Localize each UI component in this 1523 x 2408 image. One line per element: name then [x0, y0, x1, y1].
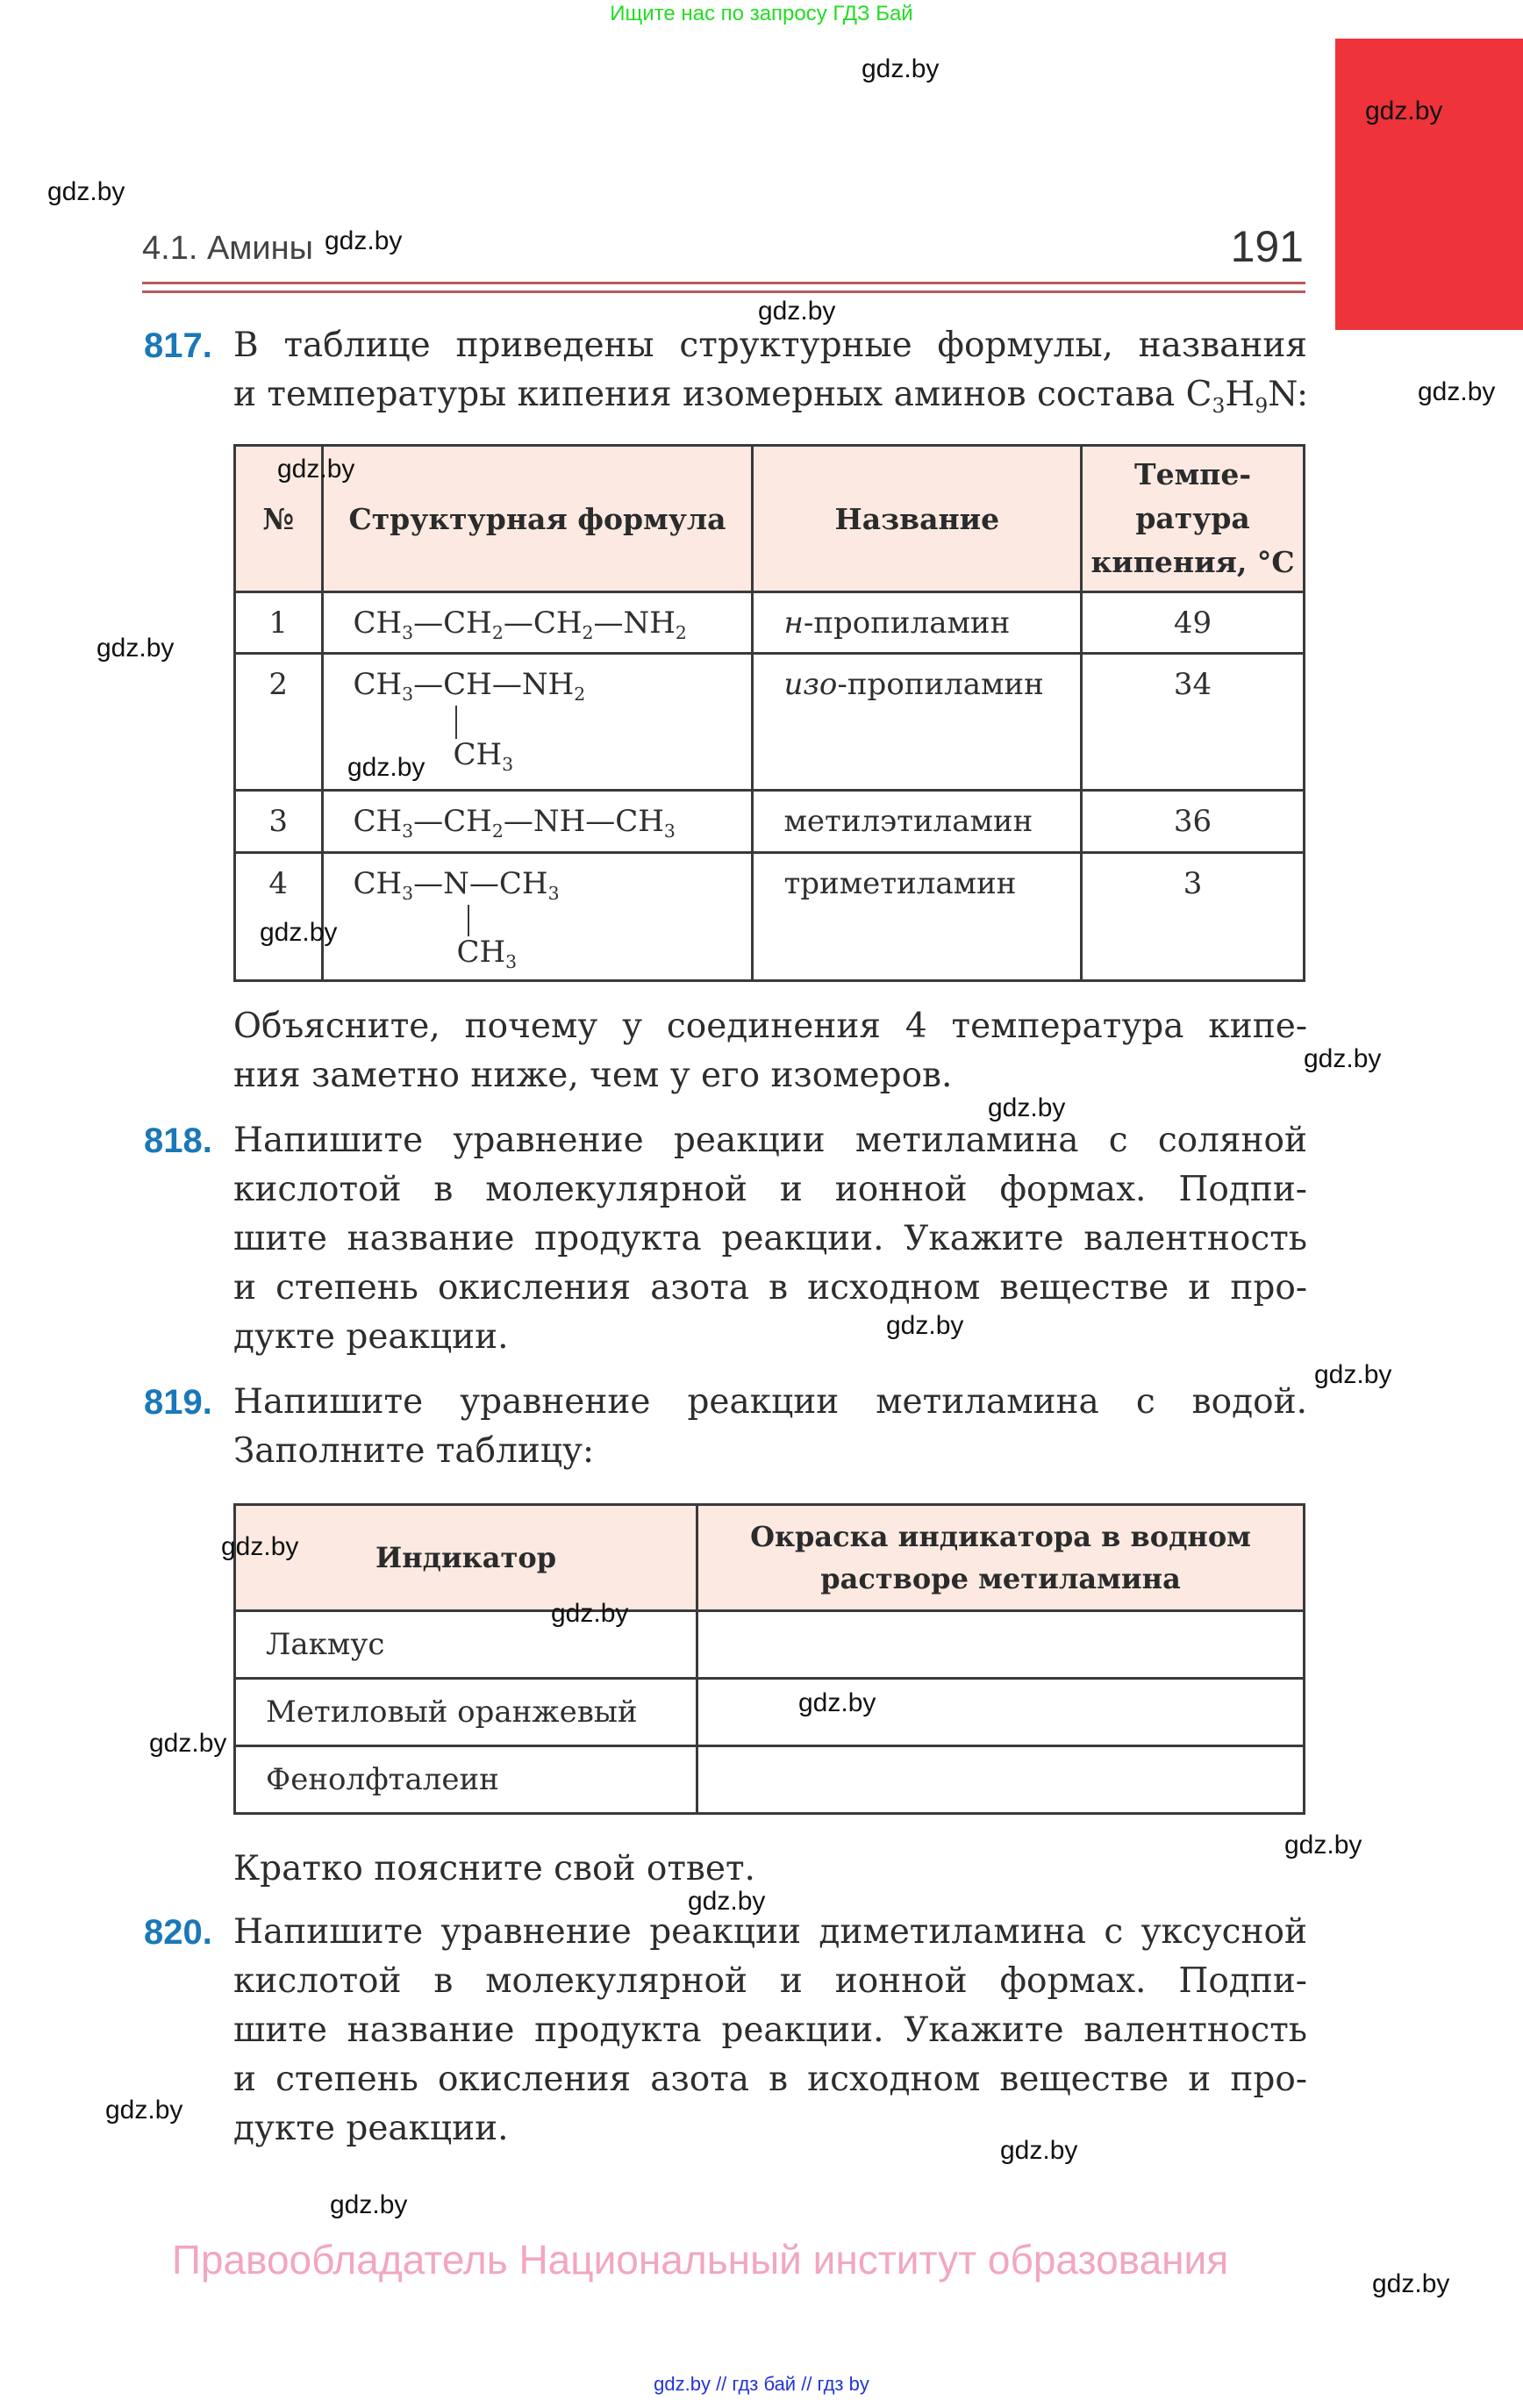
task-text-line: В таблице приведены структурные формулы, названия — [233, 326, 1307, 365]
structural-formula: $CH_3—N—CH_3$ $CH_3$ — [322, 853, 753, 981]
watermark: gdz.by — [1284, 1831, 1362, 1860]
table-row — [235, 791, 1305, 853]
watermark: gdz.by — [105, 2096, 183, 2125]
task-820 — [144, 1908, 1307, 2154]
table-header-row — [235, 1505, 1305, 1611]
search-banner: Ищите нас по запросу ГДЗ Бай — [610, 2, 913, 25]
compound-name: н-пропиламин — [753, 592, 1082, 654]
task-text-line: дукте реакции. — [233, 2109, 509, 2148]
task-text-line: Напишите уравнение реакции метиламина с соляной — [233, 1121, 1307, 1160]
watermark: gdz.by — [97, 634, 175, 663]
task-text-line: и степень окисления азота в исходном веществе и про- — [233, 2060, 1307, 2099]
table-row — [235, 1679, 1305, 1746]
watermark: gdz.by — [1418, 377, 1496, 406]
task-number: 820. — [144, 1913, 212, 1952]
task-text-line: и температуры кипения изомерных аминов состава $C_3H_9N$: — [233, 375, 1309, 419]
branch-group: $CH_3$ — [453, 737, 514, 776]
compound-name: триметиламин — [753, 853, 1082, 981]
watermark: gdz.by — [688, 1887, 766, 1916]
table-header-row — [235, 446, 1305, 592]
table-row — [235, 592, 1305, 654]
column-header-formula: Структурная формула — [322, 446, 753, 592]
watermark: gdz.by — [551, 1599, 629, 1628]
task-text-line: шите название продукта реакции. Укажите валентность — [233, 1219, 1307, 1258]
compound-name: изо-пропиламин — [753, 654, 1082, 791]
task-819 — [144, 1378, 1307, 1476]
watermark: gdz.by — [149, 1729, 227, 1758]
watermark: gdz.by — [47, 177, 125, 206]
task-text-line: Напишите уравнение реакции метиламина с водой. — [233, 1382, 1307, 1422]
task-text-line: Заполните таблицу: — [233, 1431, 595, 1471]
column-header-indicator: Индикатор — [235, 1505, 697, 1611]
task-text-line: шите название продукта реакции. Укажите валентность — [233, 2010, 1307, 2050]
column-header-color: Окраска индикатора в водном растворе метиламина — [697, 1505, 1305, 1611]
watermark: gdz.by — [1000, 2136, 1078, 2165]
header-rule-top — [142, 282, 1305, 284]
task-text-line: ния заметно ниже, чем у его изомеров. — [233, 1056, 953, 1095]
watermark: gdz.by — [347, 753, 425, 782]
watermark: gdz.by — [260, 918, 338, 947]
watermark: gdz.by — [1304, 1044, 1382, 1073]
molecular-formula: $C_3H_9N$: — [1185, 375, 1309, 419]
watermark: gdz.by — [886, 1311, 964, 1340]
task-817 — [144, 321, 1307, 430]
task-text-line: и степень окисления азота в исходном веществе и про- — [233, 1268, 1307, 1308]
indicator-table — [233, 1503, 1305, 1815]
table-row — [235, 1746, 1305, 1814]
boiling-point: 49 — [1082, 592, 1305, 654]
task-817-question — [144, 1002, 1307, 1100]
watermark: gdz.by — [798, 1688, 876, 1717]
watermark: gdz.by — [221, 1532, 299, 1561]
row-number: 3 — [235, 791, 323, 853]
row-number: 2 — [235, 654, 323, 791]
watermark: gdz.by — [325, 226, 403, 255]
compound-name: метилэтиламин — [753, 791, 1082, 853]
table-row — [235, 1611, 1305, 1679]
structural-formula: $CH_3—CH_2—NH—CH_3$ — [322, 791, 753, 853]
watermark: gdz.by — [1314, 1360, 1392, 1389]
boiling-point: 36 — [1082, 791, 1305, 853]
task-number: 818. — [144, 1122, 212, 1160]
row-number: 1 — [235, 592, 323, 654]
task-818 — [144, 1116, 1307, 1362]
header-rule-bottom — [142, 290, 1305, 293]
indicator-name: Лакмус — [235, 1611, 697, 1679]
indicator-name: Метиловый оранжевый — [235, 1679, 697, 1746]
task-text-line: Напишите уравнение реакции диметиламина с уксусной — [233, 1912, 1307, 1952]
structural-formula: $CH_3—CH—NH_2$ $CH_3$ — [322, 654, 753, 791]
column-header-name: Название — [753, 446, 1082, 592]
watermark: gdz.by — [277, 455, 355, 484]
indicator-color-cell[interactable] — [697, 1679, 1305, 1746]
task-text-line: Кратко поясните свой ответ. — [233, 1849, 755, 1888]
watermark: gdz.by — [330, 2190, 408, 2219]
watermark: gdz.by — [1365, 97, 1443, 125]
bond-line — [468, 905, 469, 936]
watermark: gdz.by — [988, 1093, 1066, 1122]
watermark: gdz.by — [758, 297, 836, 326]
column-header-number: № — [235, 446, 323, 592]
indicator-color-cell[interactable] — [697, 1746, 1305, 1814]
bond-line — [455, 706, 457, 739]
branch-group: $CH_3$ — [456, 935, 518, 973]
task-number: 817. — [144, 326, 212, 365]
task-text-line: кислотой в молекулярной и ионной формах. Подпи- — [233, 1961, 1307, 2001]
watermark: gdz.by — [862, 54, 940, 83]
column-header-temperature: Темпе- ратура кипения, °C — [1082, 446, 1305, 592]
task-text-line: Объясните, почему у соединения 4 температура кипе- — [233, 1007, 1307, 1046]
indicator-color-cell[interactable] — [697, 1611, 1305, 1679]
watermark: gdz.by — [1372, 2269, 1450, 2298]
task-number: 819. — [144, 1383, 212, 1422]
red-corner-block — [1335, 39, 1523, 330]
task-text-line: дукте реакции. — [233, 1317, 509, 1357]
section-title: 4.1. Амины — [142, 230, 313, 267]
footer-links[interactable]: gdz.by // гдз бай // гдз by — [654, 2373, 869, 2395]
table-row — [235, 853, 1305, 981]
copyright-notice: Правообладатель Национальный институт образования — [171, 2237, 1229, 2283]
boiling-point: 3 — [1082, 853, 1305, 981]
structural-formula: $CH_3—CH_2—CH_2—NH_2$ — [322, 592, 753, 654]
boiling-point: 34 — [1082, 654, 1305, 791]
task-text-line: кислотой в молекулярной и ионной формах. Подпи- — [233, 1170, 1307, 1209]
row-number: 4 — [235, 853, 323, 981]
indicator-name: Фенолфталеин — [235, 1746, 697, 1814]
page-number: 191 — [1230, 222, 1304, 271]
amines-table — [233, 444, 1305, 982]
